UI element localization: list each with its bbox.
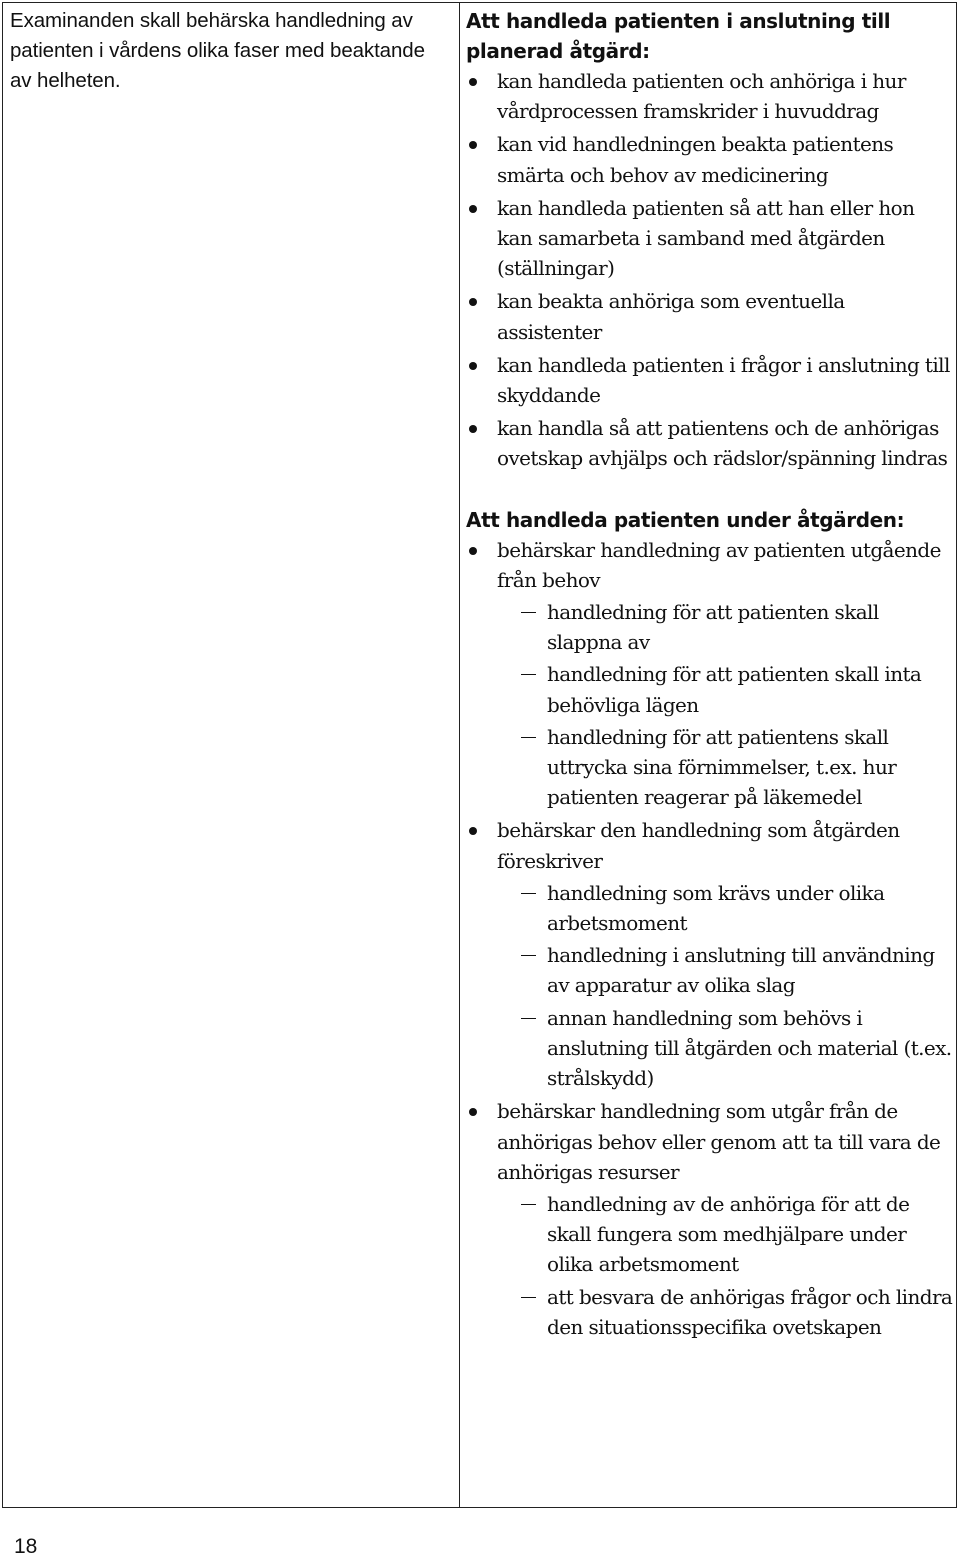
list-item [466,350,954,410]
bullet-icon [469,141,477,149]
sub-list-item-text: handledning för att patienten skall inta behövliga lägen [547,662,922,717]
section-during-measure [466,505,954,1342]
dash-icon [521,1297,536,1298]
list-item-text: behärskar handledning som utgår från de anhörigas behov eller genom att ta till vara de anhörigas resurser [497,1099,941,1184]
list-item [466,815,954,1093]
bullet-icon [469,205,477,213]
dash-icon [521,674,536,675]
list-item-text: kan handla så att patientens och de anhörigas ovetskap avhjälps och rädslor/spänning lindras [497,416,948,471]
list-item-text: kan handleda patienten i frågor i anslutning till skyddande [497,352,950,408]
criteria-table [2,2,957,1508]
sub-list-item-text: att besvara de anhörigas frågor och lindra den situationsspecifika ovetskapen [547,1284,953,1339]
sub-list-item [497,940,954,1000]
sub-list-item-text: handledning som krävs under olika arbetsmoment [547,880,885,936]
list-item [466,193,954,284]
dash-icon [521,893,536,894]
sub-list-item-text: handledning för att patienten skall slappna av [547,600,879,655]
sub-list-item-text: handledning för att patientens skall uttrycka sina förnimmelser, t.ex. hur patienten reagerar på läkemedel [547,724,897,810]
bullet-icon [469,425,477,433]
dash-icon [521,612,536,613]
sub-list-item [497,659,954,719]
column-divider [459,3,460,1507]
list-item [466,129,954,189]
sub-list-item-text: handledning i anslutning till användning av apparatur av olika slag [547,943,935,998]
section-planned-measure [466,6,954,474]
sub-list [497,1189,954,1342]
left-cell-text: Examinanden skall behärska handledning av patienten i vårdens olika faser med beaktande av helheten. [10,9,425,92]
list-item-text: kan handleda patienten och anhöriga i hur vårdprocessen framskrider i huvuddrag [497,69,906,124]
dash-icon [521,955,536,956]
list-item-text: behärskar den handledning som åtgärden föreskriver [497,818,900,873]
right-cell [466,6,954,1345]
sub-list [497,878,954,1093]
dash-icon [521,1204,536,1205]
sub-list-item-text: annan handledning som behövs i anslutning till åtgärden och material (t.ex. strålskydd) [547,1005,952,1091]
sub-list-item [497,1003,954,1094]
page-number: 18 [14,1535,38,1558]
bullet-icon [469,1108,477,1116]
sub-list-item [497,1282,954,1342]
list-item-text: kan vid handledningen beakta patientens smärta och behov av medicinering [497,132,894,187]
list-item [466,66,954,126]
list-item-text: kan beakta anhöriga som eventuella assistenter [497,289,845,344]
list-item [466,413,954,473]
list-item-text: behärskar handledning av patienten utgående från behov [497,537,941,592]
sub-list-item [497,1189,954,1280]
bullet-icon [469,78,477,86]
bullet-list [466,535,954,1342]
sub-list-item [497,597,954,657]
bullet-icon [469,827,477,835]
bullet-icon [469,298,477,306]
bullet-list [466,66,954,474]
dash-icon [521,1018,536,1019]
sub-list-item [497,878,954,938]
bullet-icon [469,362,477,370]
list-item [466,286,954,346]
list-item-text: kan handleda patienten så att han eller hon kan samarbeta i samband med åtgärden (ställningar) [497,195,915,281]
list-item [466,535,954,813]
section-heading: Att handleda patienten i anslutning till planerad åtgärd: [466,9,891,63]
list-item [466,1096,954,1342]
dash-icon [521,737,536,738]
sub-list-item [497,722,954,813]
bullet-icon [469,547,477,555]
sub-list [497,597,954,812]
section-heading: Att handleda patienten under åtgärden: [466,507,905,532]
sub-list-item-text: handledning av de anhöriga för att de skall fungera som medhjälpare under olika arbetsmoment [547,1191,910,1277]
